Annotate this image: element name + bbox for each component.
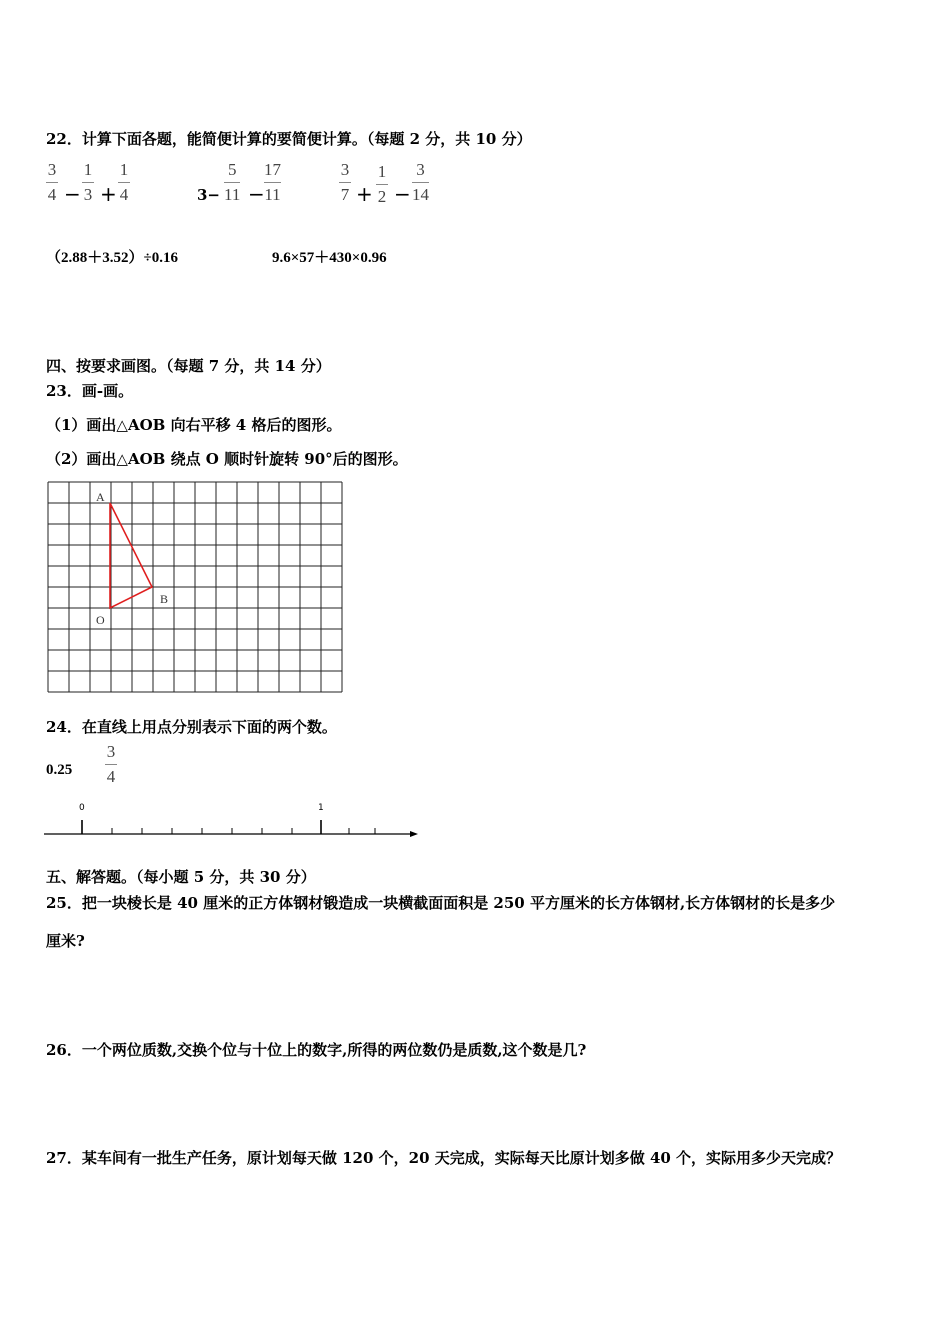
triangle-aob: [110, 503, 152, 608]
numerator: 1: [83, 160, 93, 179]
tick-label-1: 1: [318, 803, 324, 813]
fraction: [46, 160, 58, 205]
q27: 27．某车间有一批生产任务，原计划每天做 120 个，20 天完成，实际每天比原计划多做 40 个，实际用多少天完成？: [46, 1149, 842, 1167]
label-a: A: [96, 490, 105, 504]
q26: 26．一个两位质数,交换个位与十位上的数字,所得的两位数仍是质数,这个数是几?: [46, 1041, 587, 1059]
numerator: 3: [47, 160, 57, 179]
section5-title: 五、解答题。（每小题 5 分，共 30 分）: [46, 868, 316, 886]
label-b: B: [160, 592, 169, 606]
fraction: [118, 160, 130, 205]
fraction: [82, 160, 94, 205]
section4-title: 四、按要求画图。（每题 7 分，共 14 分）: [46, 357, 331, 375]
numerator: 3: [416, 160, 425, 179]
denominator: 4: [119, 185, 129, 204]
operator: −: [248, 182, 265, 206]
label-o: O: [96, 613, 105, 627]
fraction: [339, 160, 351, 205]
denominator: 4: [106, 767, 116, 786]
expr2-lead: 3−: [197, 186, 221, 204]
numerator: 3: [106, 742, 116, 761]
value-decimal: 0.25: [46, 762, 73, 778]
tick-label-0: 0: [79, 803, 85, 813]
grid-lines: [48, 482, 342, 692]
denominator: 7: [340, 185, 350, 204]
operator: +: [100, 182, 117, 206]
numerator: 3: [340, 160, 350, 179]
operator: −: [64, 182, 81, 206]
denominator: 11: [264, 185, 281, 204]
denominator: 4: [47, 185, 57, 204]
q22-title: 22．计算下面各题，能简便计算的要简便计算。（每题 2 分，共 10 分）: [46, 130, 532, 148]
value-fraction: [105, 742, 117, 787]
q23-part1: （1）画出△AOB 向右平移 4 格后的图形。: [46, 416, 342, 434]
q25-line2: 厘米?: [46, 932, 85, 950]
operator: −: [394, 182, 411, 206]
numerator: 1: [119, 160, 129, 179]
q23-part2: （2）画出△AOB 绕点 O 顺时针旋转 90°后的图形。: [46, 450, 408, 468]
drawing-grid: [46, 481, 346, 695]
denominator: 11: [224, 185, 241, 204]
fraction: [376, 162, 388, 207]
expr5: 9.6×57＋430×0.96: [272, 250, 387, 266]
operator: +: [356, 182, 373, 206]
number-line: [44, 798, 424, 842]
number-line-ticks: [82, 820, 375, 834]
numerator: 1: [377, 162, 387, 181]
numerator: 5: [227, 160, 237, 179]
fraction: [264, 160, 281, 205]
arrow-icon: [410, 831, 418, 837]
denominator: 3: [83, 185, 93, 204]
expr4: （2.88＋3.52）÷0.16: [46, 250, 178, 266]
numerator: 17: [264, 160, 281, 179]
denominator: 2: [377, 187, 387, 206]
fraction: [412, 160, 429, 205]
q25-line1: 25．把一块棱长是 40 厘米的正方体钢材锻造成一块横截面面积是 250 平方厘米的长方体钢材,长方体钢材的长是多少: [46, 894, 836, 912]
fraction: [224, 160, 240, 205]
q24-title: 24．在直线上用点分别表示下面的两个数。: [46, 718, 337, 736]
q23-title: 23．画-画。: [46, 382, 134, 400]
denominator: 14: [412, 185, 429, 204]
